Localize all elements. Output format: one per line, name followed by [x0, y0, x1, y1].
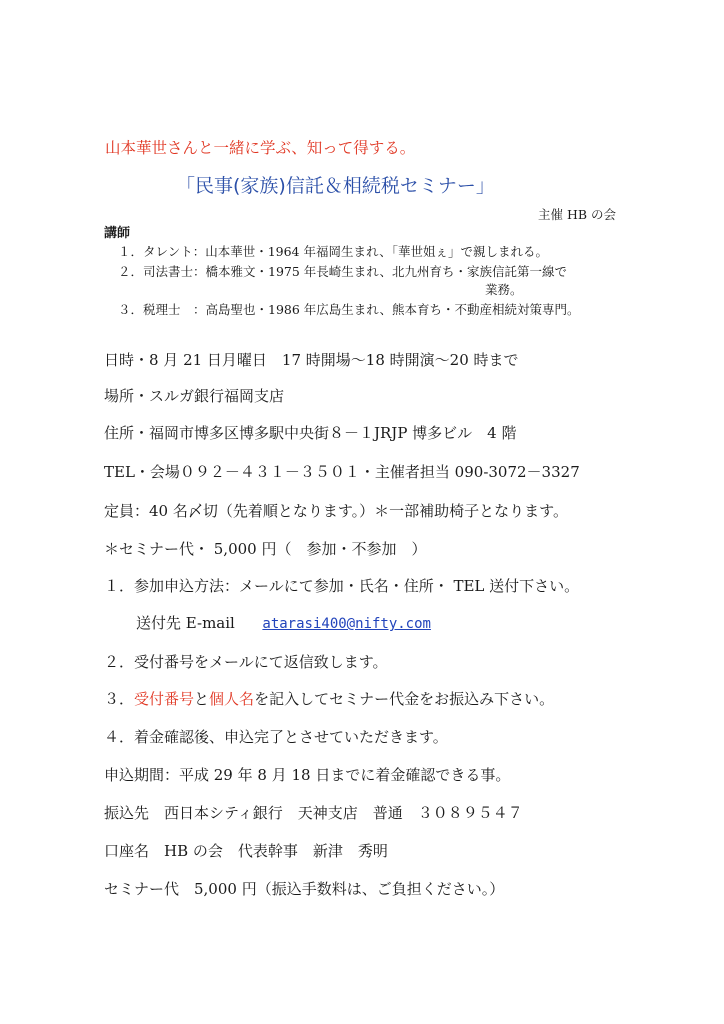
application-deadline: 申込期間：平成 29 年 8 月 18 日までに着金確認できる事。: [104, 766, 511, 784]
lecturer-item-continuation: 業務。: [485, 282, 523, 297]
tagline: 山本華世さんと一緒に学ぶ、知って得する。: [105, 139, 416, 157]
seminar-fee-note: セミナー代 5,000 円（振込手数料は、ご負担ください。）: [104, 880, 505, 898]
email-line: [136, 612, 445, 633]
account-name: 口座名 HB の会 代表幹事 新津 秀明: [104, 842, 388, 860]
capacity-note: 定員：40 名〆切（先着順となります。）＊一部補助椅子となります。: [104, 502, 568, 520]
step-3-highlight-name: 個人名: [209, 690, 255, 708]
lecturers-heading: 講師: [104, 226, 131, 241]
step-1: １．参加申込方法：メールにて参加・氏名・住所・ TEL 送付下さい。: [104, 577, 580, 595]
email-label: 送付先 E-mail: [136, 614, 235, 632]
contact-tel: TEL・会場０９２－４３１－３５０１・主催者担当 090-3072－3327: [104, 463, 580, 481]
step-2: ２．受付番号をメールにて返信致します。: [104, 653, 388, 671]
fee-line: ＊セミナー代・ 5,000 円（ 参加・不参加 ）: [104, 540, 427, 558]
step-3-suffix: を記入してセミナー代金をお振込み下さい。: [254, 690, 555, 708]
step-3-prefix: ３．: [104, 690, 135, 708]
lecturer-item: ３．税理士 ：高島聖也・1986 年広島生まれ、熊本育ち・不動産相続対策専門。: [118, 302, 580, 317]
lecturer-item: １．タレント：山本華世・1964 年福岡生まれ、「華世姐ぇ」で親しまれる。: [118, 244, 548, 259]
lecturer-item: ２．司法書士：橋本雅文・1975 年長崎生まれ、北九州育ち・家族信託第一線で: [118, 264, 568, 279]
event-address: 住所・福岡市博多区博多駅中央街８－１JRJP 博多ビル 4 階: [104, 424, 517, 442]
step-3-highlight-receipt-number: 受付番号: [134, 690, 195, 708]
step-3-mid: と: [194, 690, 210, 708]
bank-info: 振込先 西日本シティ銀行 天神支店 普通 ３０８９５４７: [104, 804, 523, 822]
event-datetime: 日時・8 月 21 日月曜日 17 時開場～18 時開演～20 時まで: [104, 351, 519, 369]
page-title: 「民事(家族)信託＆相続税セミナー」: [176, 175, 495, 197]
step-4: ４．着金確認後、申込完了とさせていただきます。: [104, 728, 448, 746]
host-label: 主催 HB の会: [538, 207, 617, 222]
email-link[interactable]: atarasi400@nifty.com: [262, 616, 431, 632]
step-3: [104, 688, 554, 709]
event-venue: 場所・スルガ銀行福岡支店: [104, 387, 285, 405]
